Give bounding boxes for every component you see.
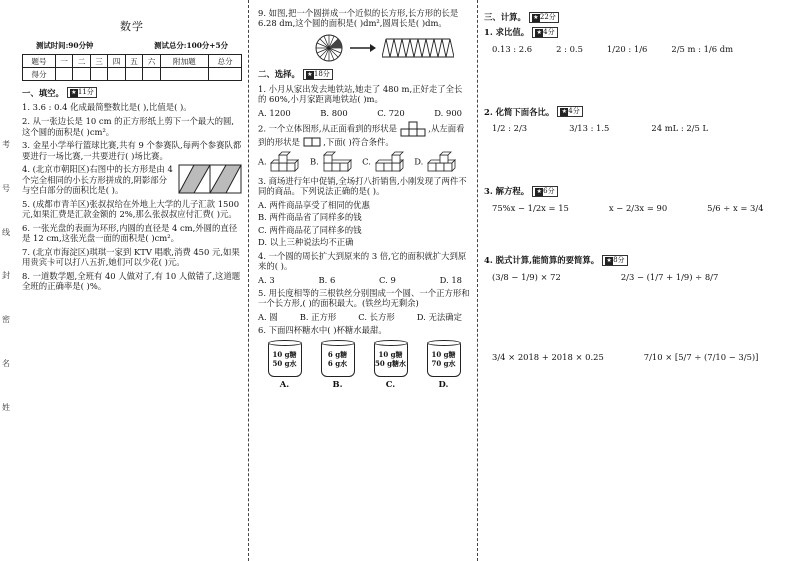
points-label: 11分 [77,88,94,97]
points-label: 18分 [313,69,330,78]
arrow-right-icon [350,43,376,53]
cup-body [427,343,461,377]
front-view-icon [400,121,426,137]
column-2 [258,8,470,389]
exercise-row [492,203,784,213]
cup-body [374,343,408,377]
option-label: B. [310,156,319,167]
cup-a[interactable] [268,340,302,389]
cup-rim [268,340,302,346]
exercise: 7/10 × [5/7 ÷ (7/10 − 3/5)] [643,352,759,362]
question: 7. (北京市海淀区)琪琪一家到 KTV 唱歌,消费 450 元,如果用贵宾卡可以打八五折,她们可以少花( )元。 [22,247,240,268]
section-title: 二、选择。 [258,68,300,79]
question-with-figure [22,164,242,195]
subsection-title: 4. 脱式计算,能简算的要简算。 [484,255,600,266]
question: 1. 3.6 : 0.4 化成最简整数比是( ),比值是( )。 [22,102,192,113]
option[interactable]: C. 9 [379,274,396,285]
score-cell[interactable] [55,68,72,81]
exercise: x − 2/3x = 90 [608,202,668,213]
exercise: 0.13 : 2.6 [492,44,533,54]
options [258,275,470,285]
cup-body [268,343,302,377]
cup-d[interactable] [427,340,461,389]
points-badge [532,27,557,38]
options [258,312,470,322]
exercise: 3/4 × 2018 + 2018 × 0.25 [492,352,604,362]
option[interactable]: C. 720 [377,107,405,118]
option[interactable]: A. 圆 [258,312,278,323]
cup-sugar: 6 g糖 [327,350,348,360]
score-header: 附加题 [160,55,208,68]
option[interactable]: D. 900 [434,107,462,118]
margin-mark: 密 [2,315,10,324]
cup-c[interactable] [374,340,408,389]
cube-options [258,151,470,173]
option[interactable]: A. 两件商品享受了相同的优惠 [258,200,370,211]
options [258,108,470,118]
score-header: 四 [108,55,125,68]
option[interactable]: D. 无法确定 [416,312,462,323]
option[interactable]: C. 两件商品花了同样多的钱 [258,224,362,235]
cup-sugar: 10 g糖 [378,350,403,360]
score-row-label: 得分 [23,68,56,81]
points-badge [602,255,627,266]
subsection-heading [484,106,784,117]
margin-mark: 名 [2,358,10,368]
score-cell[interactable] [108,68,125,81]
rectangle-figure [178,164,242,194]
cup-water: 50 g水 [272,358,297,368]
exercise: 1/2 : 2/3 [492,123,528,134]
star-icon: ★ [606,256,612,264]
page-title: 数学 [120,20,144,33]
option[interactable]: C. 长方形 [358,312,395,323]
section-3-heading [484,12,784,23]
margin-mark: 号 [2,183,10,193]
cup-label: B. [332,378,343,389]
exercise: 5/6 ÷ x = 3/4 [707,202,764,213]
star-icon: ★ [561,108,567,116]
exercise: 1/20 : 1/6 [606,44,648,54]
cube-stack-icon [269,151,299,173]
cup-b[interactable] [321,340,355,389]
question: 9. 如图,把一个圆拼成一个近似的长方形,长方形的长是 6.28 dm,这个圆的面积是( )dm²,圆周长是( )dm。 [258,8,459,29]
points-label: 22分 [539,13,556,21]
option[interactable]: B. 两件商品省了同样多的钱 [258,212,362,223]
question: 1. 小月从家出发去地铁站,她走了 480 m,正好走了全长的 60%,小月家距离地铁站( )m。 [258,83,463,104]
option-b[interactable] [310,151,352,173]
column-3 [484,8,784,366]
question: 6. 一张光盘的表面为环形,内圆的直径是 4 cm,外圆的直径是 12 cm,这张光盘一面的面积是( )cm²。 [22,222,238,244]
question: 5. (成都市青羊区)张叔叔给在外地上大学的儿子汇款 1500 元,如果汇费是汇款金额的 2%,那么张叔叔应付汇费( )元。 [22,198,240,220]
exercise: 2/5 m : 1/6 dm [671,44,734,54]
option-label: A. [258,156,267,167]
exercise: (3/8 − 1/9) × 72 [492,271,561,282]
score-cell[interactable] [90,68,107,81]
question: 3. 金星小学举行篮球比赛,共有 9 个参赛队,每两个参赛队都要进行一场比赛,一共要进行( )场比赛。 [22,140,242,161]
question-text: ,从左面看到的形状是 [258,123,465,147]
test-info [22,41,242,50]
cup-label: C. [385,378,396,389]
cup-rim [427,340,461,346]
question: 2. 从一张边长是 10 cm 的正方形纸上剪下一个最大的圆,这个圆的面积是( )cm²。 [22,116,235,137]
option[interactable]: D. 以上三种说法均不正确 [258,236,354,247]
cup-label: A. [279,378,290,389]
option[interactable]: B. 800 [320,107,348,118]
option-label: D. [414,156,424,167]
points-label: 6分 [543,186,555,195]
points-badge [532,186,557,197]
star-icon: ★ [71,89,77,97]
question: 5. 用长度相等的三根铁丝分别围成一个圆、一个正方形和一个长方形,( )的面积最大。(铁丝均无剩余) [258,287,470,309]
question: 8. 一道数学题,全班有 40 人做对了,有 10 人做错了,这道题全班的正确率是( )%。 [22,271,241,292]
score-header: 三 [90,55,107,68]
score-header: 六 [143,55,160,68]
cup-sugar: 10 g糖 [272,350,297,360]
exercise: 2 : 0.5 [556,44,583,54]
cube-stack-icon [322,151,352,173]
question-text: 2. 一个立体图形,从正面看到的形状是 [258,123,397,134]
exercise: 2/3 − (1/7 + 1/9) ÷ 8/7 [620,271,719,282]
exercise-row [492,123,784,133]
margin-mark: 线 [2,227,10,237]
column-1 [22,8,242,295]
approx-rectangle-icon [382,38,454,58]
score-header: 一 [55,55,72,68]
score-cell[interactable] [160,68,208,81]
cup-water: 70 g水 [431,358,456,368]
star-icon: ★ [536,29,542,36]
cup-sugar: 10 g糖 [431,350,456,360]
section-title: 一、填空。 [22,87,64,98]
question: 6. 下面四杯糖水中( )杯糖水最甜。 [258,325,387,336]
exercise-row [492,352,784,362]
exercise: 75%x − 1/2x = 15 [492,202,569,213]
score-table [22,54,242,81]
exercise-row [492,272,784,282]
option[interactable]: A. 3 [258,274,275,285]
margin-mark: 姓 [2,402,10,412]
subsection-title: 2. 化简下面各比。 [484,106,555,117]
subsection-heading [484,186,784,197]
option-d[interactable] [414,151,456,173]
cup-water: 6 g水 [327,358,348,368]
score-cell[interactable] [209,68,242,81]
cup-body [321,343,355,377]
question: 3. 商场进行年中促销,全场打八折销售,小刚发现了两件不同的商品。下列说法正确的是( )。 [258,175,467,197]
binding-margin [2,140,14,412]
option-label: C. [362,156,371,167]
subsection-heading [484,255,784,266]
section-2-heading [258,69,470,80]
segmented-circle-icon [314,33,344,63]
divider-right [477,0,478,561]
subsection-title: 1. 求比值。 [484,27,530,38]
star-icon: ★ [307,70,313,78]
option[interactable]: D. 18 [439,274,462,285]
cup-rim [374,340,408,346]
option[interactable]: B. 正方形 [299,312,337,323]
score-cell[interactable] [73,68,90,81]
cup-label: D. [438,378,449,389]
points-badge [557,106,582,117]
points-badge [529,12,559,23]
left-view-icon [303,137,321,147]
divider-left [248,0,249,561]
option[interactable]: A. 1200 [258,107,291,118]
exercise: 3/13 : 1.5 [569,123,610,134]
option[interactable]: B. 6 [318,274,336,285]
points-label: 4分 [543,28,555,36]
option-c[interactable] [362,151,403,173]
points-label: 8分 [613,255,625,264]
question-text: ,下面( )符合条件。 [323,136,394,147]
score-cell[interactable] [125,68,142,81]
score-header: 总分 [209,55,242,68]
question-with-views [258,121,470,148]
question: 4. 一个圆的周长扩大到原来的 3 倍,它的面积就扩大到原来的( )。 [258,250,467,271]
test-total: 测试总分:100分+5分 [154,41,228,51]
exercise: 24 mL : 2/5 L [651,123,709,134]
points-badge [303,69,333,80]
section-1-heading [22,87,242,98]
test-time: 测试时间:90分钟 [36,41,94,51]
score-cell[interactable] [143,68,160,81]
margin-mark: 封 [2,271,10,281]
score-header: 题号 [23,55,56,68]
option-a[interactable] [258,151,299,173]
subsection-heading [484,27,784,38]
cube-stack-icon [426,151,456,173]
circle-to-rectangle-figure [314,33,470,63]
cup-water: 50 g糖水 [374,358,407,368]
section-title: 三、计算。 [484,12,526,23]
points-badge [67,87,97,98]
margin-mark: 考 [2,140,10,149]
cups-row [258,340,470,389]
star-icon: ★ [533,14,539,21]
subsection-title: 3. 解方程。 [484,185,530,196]
exercise-row [492,44,784,54]
question-text: 4. (北京市朝阳区)右图中的长方形是由 4 个完全相同的小长方形拼成的,阴影部分与空白部分的面积比是( )。 [22,164,173,195]
cube-stack-icon [374,151,404,173]
cup-rim [321,340,355,346]
points-label: 4分 [568,107,580,116]
score-header: 二 [73,55,90,68]
star-icon: ★ [536,187,542,195]
score-header: 五 [125,55,142,68]
